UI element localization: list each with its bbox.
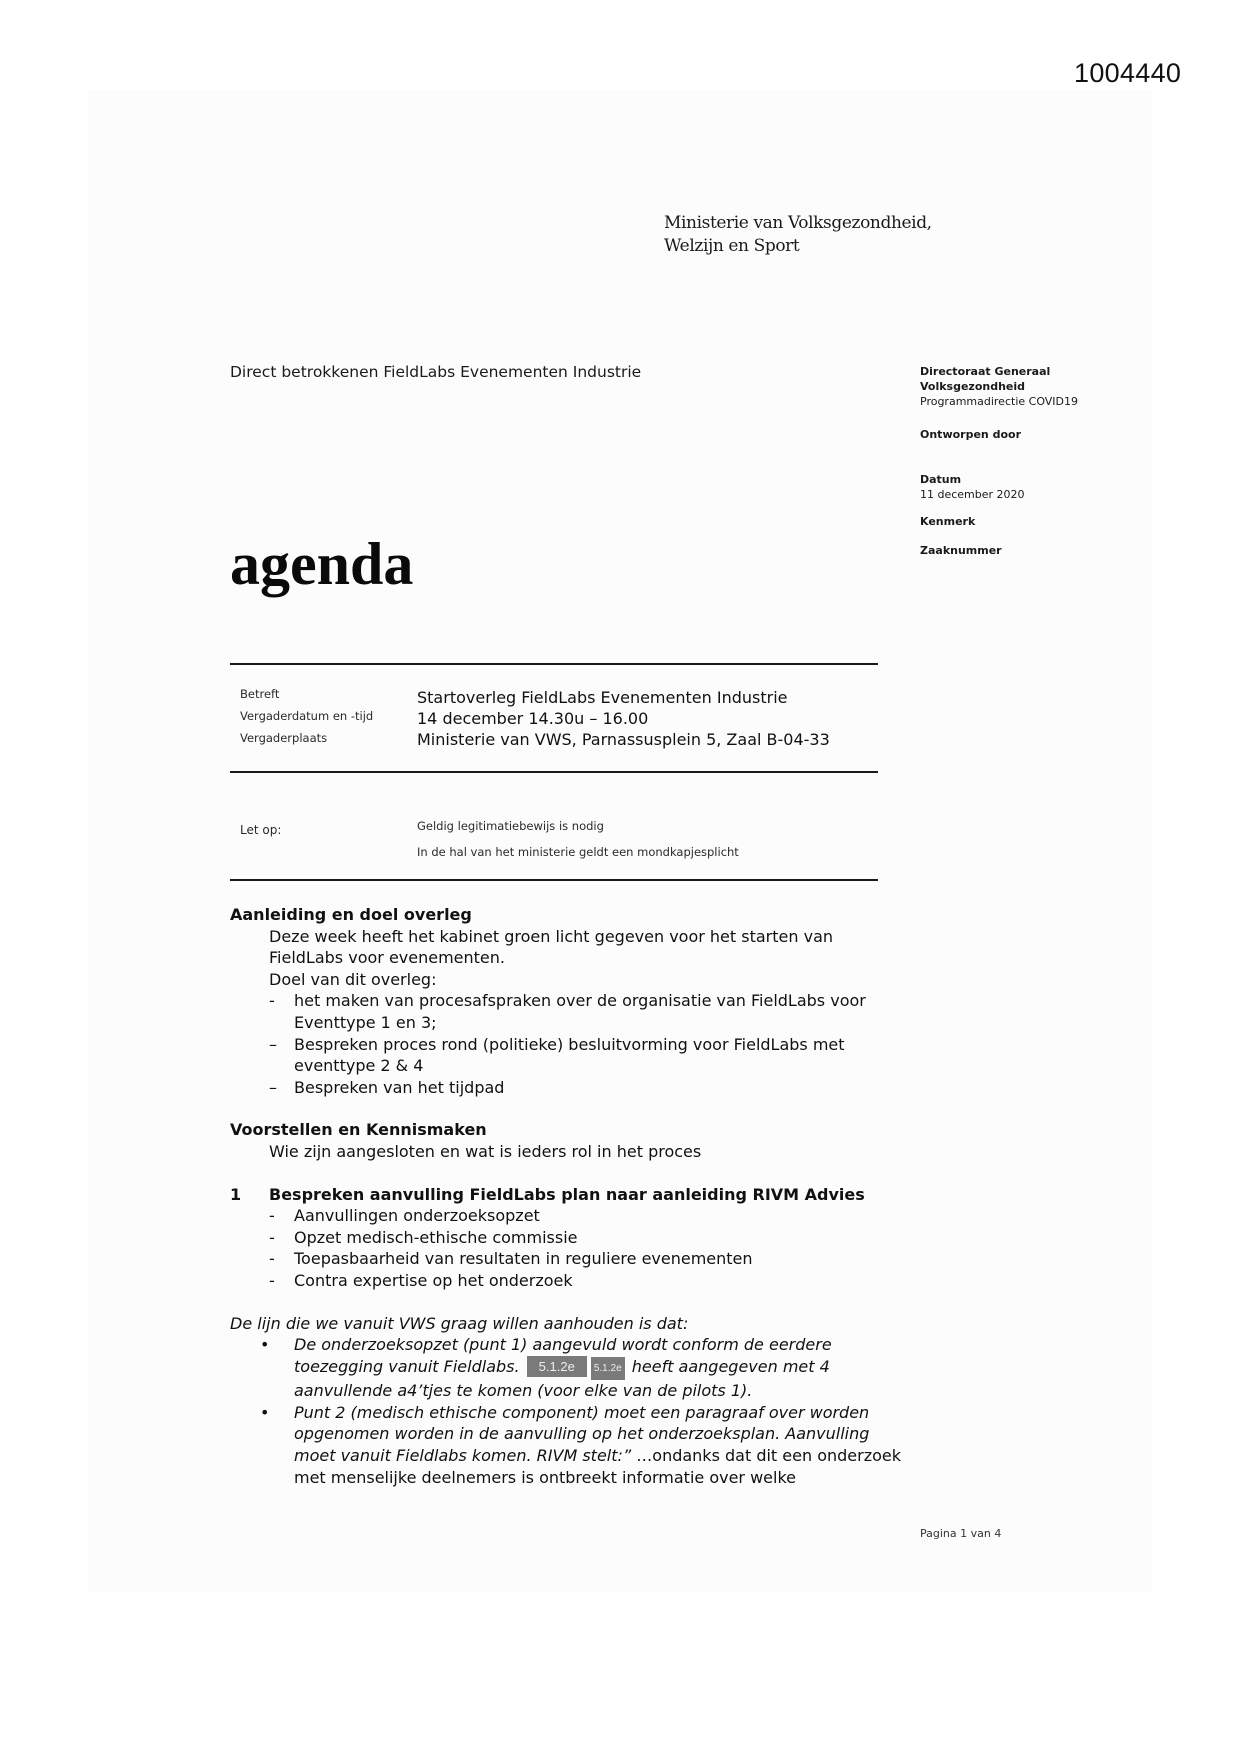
agenda-item-1-heading bbox=[230, 1184, 910, 1206]
section-heading-introductions: Voorstellen en Kennismaken bbox=[230, 1120, 487, 1140]
ministry-line-1: Ministerie van Volksgezondheid, bbox=[664, 213, 932, 233]
goal-label: Doel van dit overleg: bbox=[269, 969, 437, 989]
intro-paragraph: Deze week heeft het kabinet groen licht gegeven voor het starten van FieldLabs voor evenementen. bbox=[269, 926, 834, 968]
document-id: 1004440 bbox=[1074, 58, 1182, 88]
list-item-text: Aanvullingen onderzoeksopzet bbox=[294, 1206, 540, 1226]
agenda-body bbox=[230, 904, 910, 1488]
list-item-text: Contra expertise op het onderzoek bbox=[294, 1270, 573, 1290]
page-number: Pagina 1 van 4 bbox=[920, 1527, 1002, 1540]
location-label: Vergaderplaats bbox=[240, 731, 328, 745]
agenda-item-number: 1 bbox=[230, 1184, 242, 1204]
dash-marker: – bbox=[269, 1034, 277, 1054]
dash-marker: - bbox=[269, 991, 275, 1011]
subject-value: Startoverleg FieldLabs Evenementen Industrie bbox=[417, 688, 788, 707]
bullet-marker: • bbox=[260, 1402, 270, 1422]
list-item-text: Bespreken proces rond (politieke) besluitvorming voor FieldLabs met eventtype 2 & 4 bbox=[294, 1034, 845, 1076]
bullet-item-text bbox=[294, 1334, 910, 1402]
org-line-2: Volksgezondheid bbox=[920, 380, 1026, 393]
location-value: Ministerie van VWS, Parnassusplein 5, Zaal B-04-33 bbox=[417, 730, 830, 749]
vws-line-intro: De lijn die we vanuit VWS graag willen aanhouden is dat: bbox=[230, 1313, 689, 1333]
list-item-text: Toepasbaarheid van resultaten in reguliere evenementen bbox=[294, 1249, 753, 1269]
addressee: Direct betrokkenen FieldLabs Evenementen Industrie bbox=[230, 363, 642, 381]
bullet-marker: • bbox=[260, 1335, 270, 1355]
divider-top bbox=[230, 663, 878, 665]
org-line-3: Programmadirectie COVID19 bbox=[920, 395, 1079, 408]
redaction-box: 5.1.2e bbox=[527, 1356, 587, 1378]
list-item bbox=[230, 1270, 910, 1292]
list-item bbox=[230, 1034, 910, 1077]
dash-marker: - bbox=[269, 1249, 275, 1269]
page-title: agenda bbox=[230, 531, 414, 597]
bullet-text-part: heeft aangegeven met 4 aanvullende a4’tjes te komen (voor elke van de pilots 1). bbox=[294, 1356, 830, 1401]
bullet-item-text bbox=[294, 1402, 910, 1488]
bullet-item bbox=[230, 1402, 910, 1488]
agenda-item-title: Bespreken aanvulling FieldLabs plan naar aanleiding RIVM Advies bbox=[269, 1184, 865, 1204]
datetime-label: Vergaderdatum en -tijd bbox=[240, 709, 374, 723]
org-line-1: Directoraat Generaal bbox=[920, 365, 1051, 378]
bullet-text-part: …ondanks dat dit een onderzoek met menselijke deelnemers is ontbreekt informatie over welke bbox=[294, 1446, 901, 1487]
bullet-text-part: Punt 2 (medisch ethische component) moet een paragraaf over worden opgenomen worden in de aanvulling op het onderzoeksplan. Aanvulling moet vanuit Fieldlabs komen. RIVM stelt:” bbox=[294, 1402, 870, 1466]
notice-item: In de hal van het ministerie geldt een mondkapjesplicht bbox=[417, 845, 739, 859]
section-heading-intro: Aanleiding en doel overleg bbox=[230, 905, 472, 924]
list-item bbox=[230, 1248, 910, 1270]
ministry-logo-text bbox=[664, 212, 932, 258]
divider-bottom bbox=[230, 879, 878, 881]
date-block bbox=[920, 472, 1150, 502]
date-label: Datum bbox=[920, 473, 962, 486]
list-item bbox=[230, 1077, 910, 1099]
date-value: 11 december 2020 bbox=[920, 488, 1025, 501]
list-item-text: Bespreken van het tijdpad bbox=[294, 1077, 505, 1097]
list-item bbox=[230, 990, 910, 1033]
bullet-item bbox=[230, 1334, 910, 1402]
organisation-block bbox=[920, 364, 1150, 409]
subject-label: Betreft bbox=[240, 687, 280, 701]
list-item-text: Opzet medisch-ethische commissie bbox=[294, 1227, 578, 1247]
notice-item: Geldig legitimatiebewijs is nodig bbox=[417, 819, 604, 833]
reference-label: Kenmerk bbox=[920, 515, 976, 528]
ministry-line-2: Welzijn en Sport bbox=[664, 236, 800, 256]
sender-info-column bbox=[920, 364, 1150, 558]
dash-marker: - bbox=[269, 1227, 275, 1247]
redaction-box: 5.1.2e bbox=[591, 1357, 625, 1381]
notice-label: Let op: bbox=[240, 823, 282, 837]
introductions-text: Wie zijn aangesloten en wat is ieders rol in het proces bbox=[269, 1141, 702, 1161]
designed-by-label: Ontworpen door bbox=[920, 428, 1021, 441]
list-item bbox=[230, 1227, 910, 1249]
datetime-value: 14 december 14.30u – 16.00 bbox=[417, 709, 649, 728]
list-item-text: het maken van procesafspraken over de organisatie van FieldLabs voor Eventtype 1 en 3; bbox=[294, 991, 866, 1032]
list-item bbox=[230, 1205, 910, 1227]
dash-marker: – bbox=[269, 1077, 277, 1097]
dash-marker: - bbox=[269, 1270, 275, 1290]
dash-marker: - bbox=[269, 1206, 275, 1226]
case-number-label: Zaaknummer bbox=[920, 544, 1002, 557]
bullet-text-part: De onderzoeksopzet (punt 1) aangevuld wordt conform de eerdere toezegging vanuit Fieldlabs. bbox=[294, 1335, 832, 1376]
divider-middle bbox=[230, 771, 878, 773]
